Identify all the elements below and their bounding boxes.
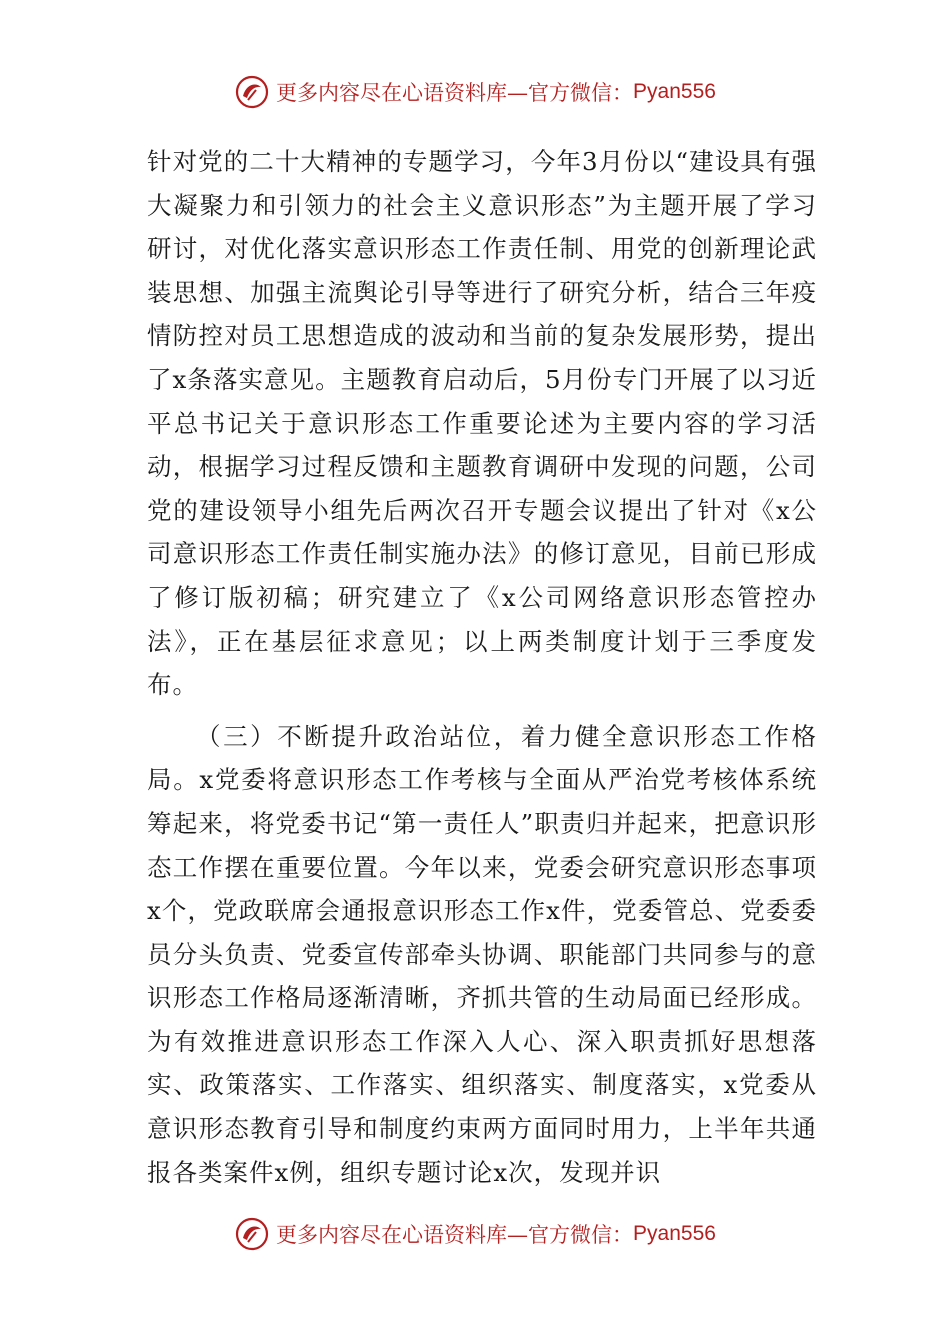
watermark-text: 更多内容尽在心语资料库—官方微信：	[276, 1223, 634, 1247]
logo-icon	[234, 74, 270, 110]
paragraph-2: （三）不断提升政治站位，着力健全意识形态工作格局。x党委将意识形态工作考核与全面从严治党考核体系统筹起来，将党委书记“第一责任人”职责归并起来，把意识形态工作摆在重要位置。今年以来，党委会研究意识形态事项x个，党政联席会通报意识形态工作x件，党委管总、党委委员分头负责、党委宣传部牵头协调、职能部门共同参与的意识形态工作格局逐渐清晰，齐抓共管的生动局面已经形成。为有效推进意识形态工作深入人心、深入职责抓好思想落实、政策落实、工作落实、组织落实、制度落实，x党委从意识形态教育引导和制度约束两方面同时用力，上半年共通报各类案件x例，组织专题讨论x次，发现并识	[147, 721, 817, 1187]
watermark-wechat-id: Pyan556	[633, 1222, 716, 1245]
paragraph-1: 针对党的二十大精神的专题学习，今年3月份以“建设具有强大凝聚力和引领力的社会主义意识形态”为主题开展了学习研讨，对优化落实意识形态工作责任制、用党的创新理论武装思想、加强主流舆论引导等进行了研究分析，结合三年疫情防控对员工思想造成的波动和当前的复杂发展形势，提出了x条落实意见。主题教育启动后，5月份专门开展了以习近平总书记关于意识形态工作重要论述为主要内容的学习活动，根据学习过程反馈和主题教育调研中发现的问题，公司党的建设领导小组先后两次召开专题会议提出了针对《x公司意识形态工作责任制实施办法》的修订意见，目前已形成了修订版初稿；研究建立了《x公司网络意识形态管控办法》，正在基层征求意见；以上两类制度计划于三季度发布。	[147, 147, 817, 700]
watermark-text: 更多内容尽在心语资料库—官方微信：	[276, 81, 634, 105]
document-body	[147, 140, 817, 1194]
header-watermark	[0, 72, 950, 112]
footer-watermark	[0, 1214, 950, 1254]
logo-icon	[234, 1216, 270, 1252]
watermark-wechat-id: Pyan556	[633, 80, 716, 103]
